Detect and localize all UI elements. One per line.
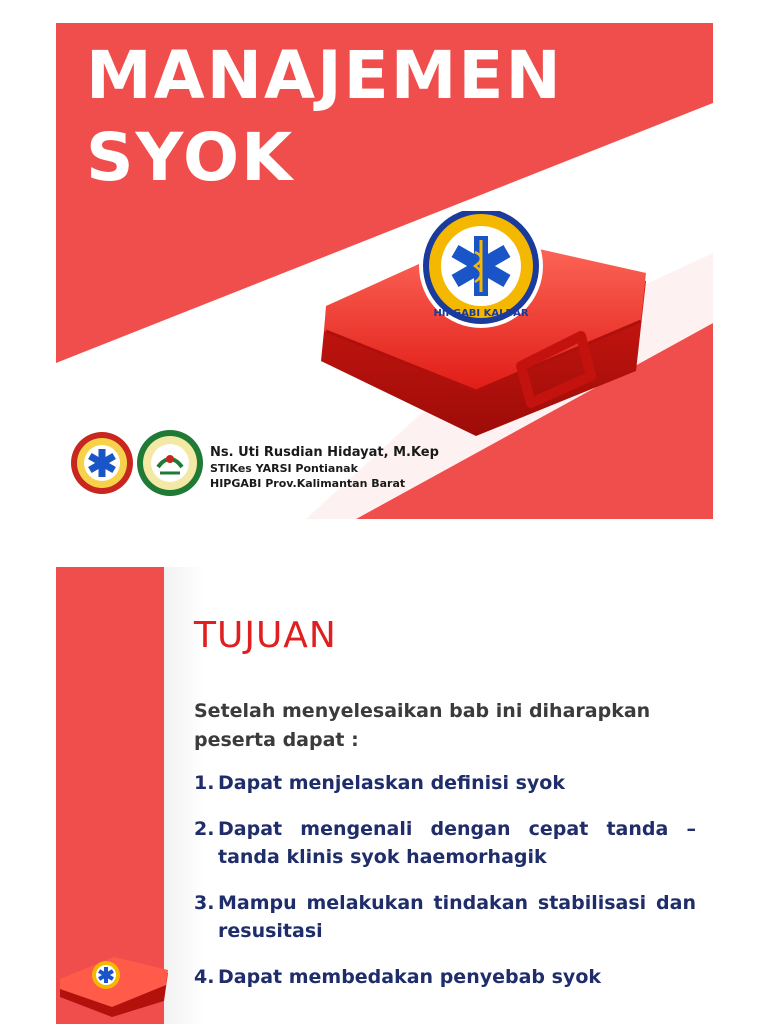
emblem [419, 211, 543, 328]
item-text: Dapat mengenali dengan cepat tanda – tanda klinis syok haemorhagik [218, 818, 696, 868]
svg-text:HIPGABI KALBAR: HIPGABI KALBAR [433, 308, 529, 319]
author-name: Ns. Uti Rusdian Hidayat, M.Kep [210, 445, 439, 460]
list-item [194, 769, 696, 797]
title-line-2: SYOK [86, 119, 295, 196]
medkit-icon [306, 211, 656, 441]
slide-title [86, 35, 563, 199]
institution-1: STIKes YARSI Pontianak [210, 462, 358, 475]
author-info [210, 444, 439, 491]
hipgabi-logo [70, 431, 134, 495]
objectives-list [194, 769, 696, 1009]
item-text: Mampu melakukan tindakan stabilisasi dan resusitasi [218, 892, 696, 942]
title-line-1: MANAJEMEN [86, 37, 563, 114]
intro-text: Setelah menyelesaikan bab ini diharapkan peserta dapat : [194, 700, 651, 751]
objectives-slide [56, 567, 713, 1024]
item-number: 3. [194, 892, 215, 914]
item-text: Dapat membedakan penyebab syok [218, 966, 602, 988]
list-item [194, 963, 696, 991]
title-slide [56, 23, 713, 519]
small-medkit-icon [56, 951, 171, 1019]
institution-2: HIPGABI Prov.Kalimantan Barat [210, 477, 406, 490]
list-item [194, 889, 696, 945]
item-number: 2. [194, 818, 215, 840]
item-number: 4. [194, 966, 215, 988]
item-number: 1. [194, 772, 215, 794]
list-item [194, 815, 696, 871]
item-text: Dapat menjelaskan definisi syok [218, 772, 565, 794]
stikes-yarsi-logo [136, 429, 204, 497]
section-title: TUJUAN [194, 615, 337, 656]
